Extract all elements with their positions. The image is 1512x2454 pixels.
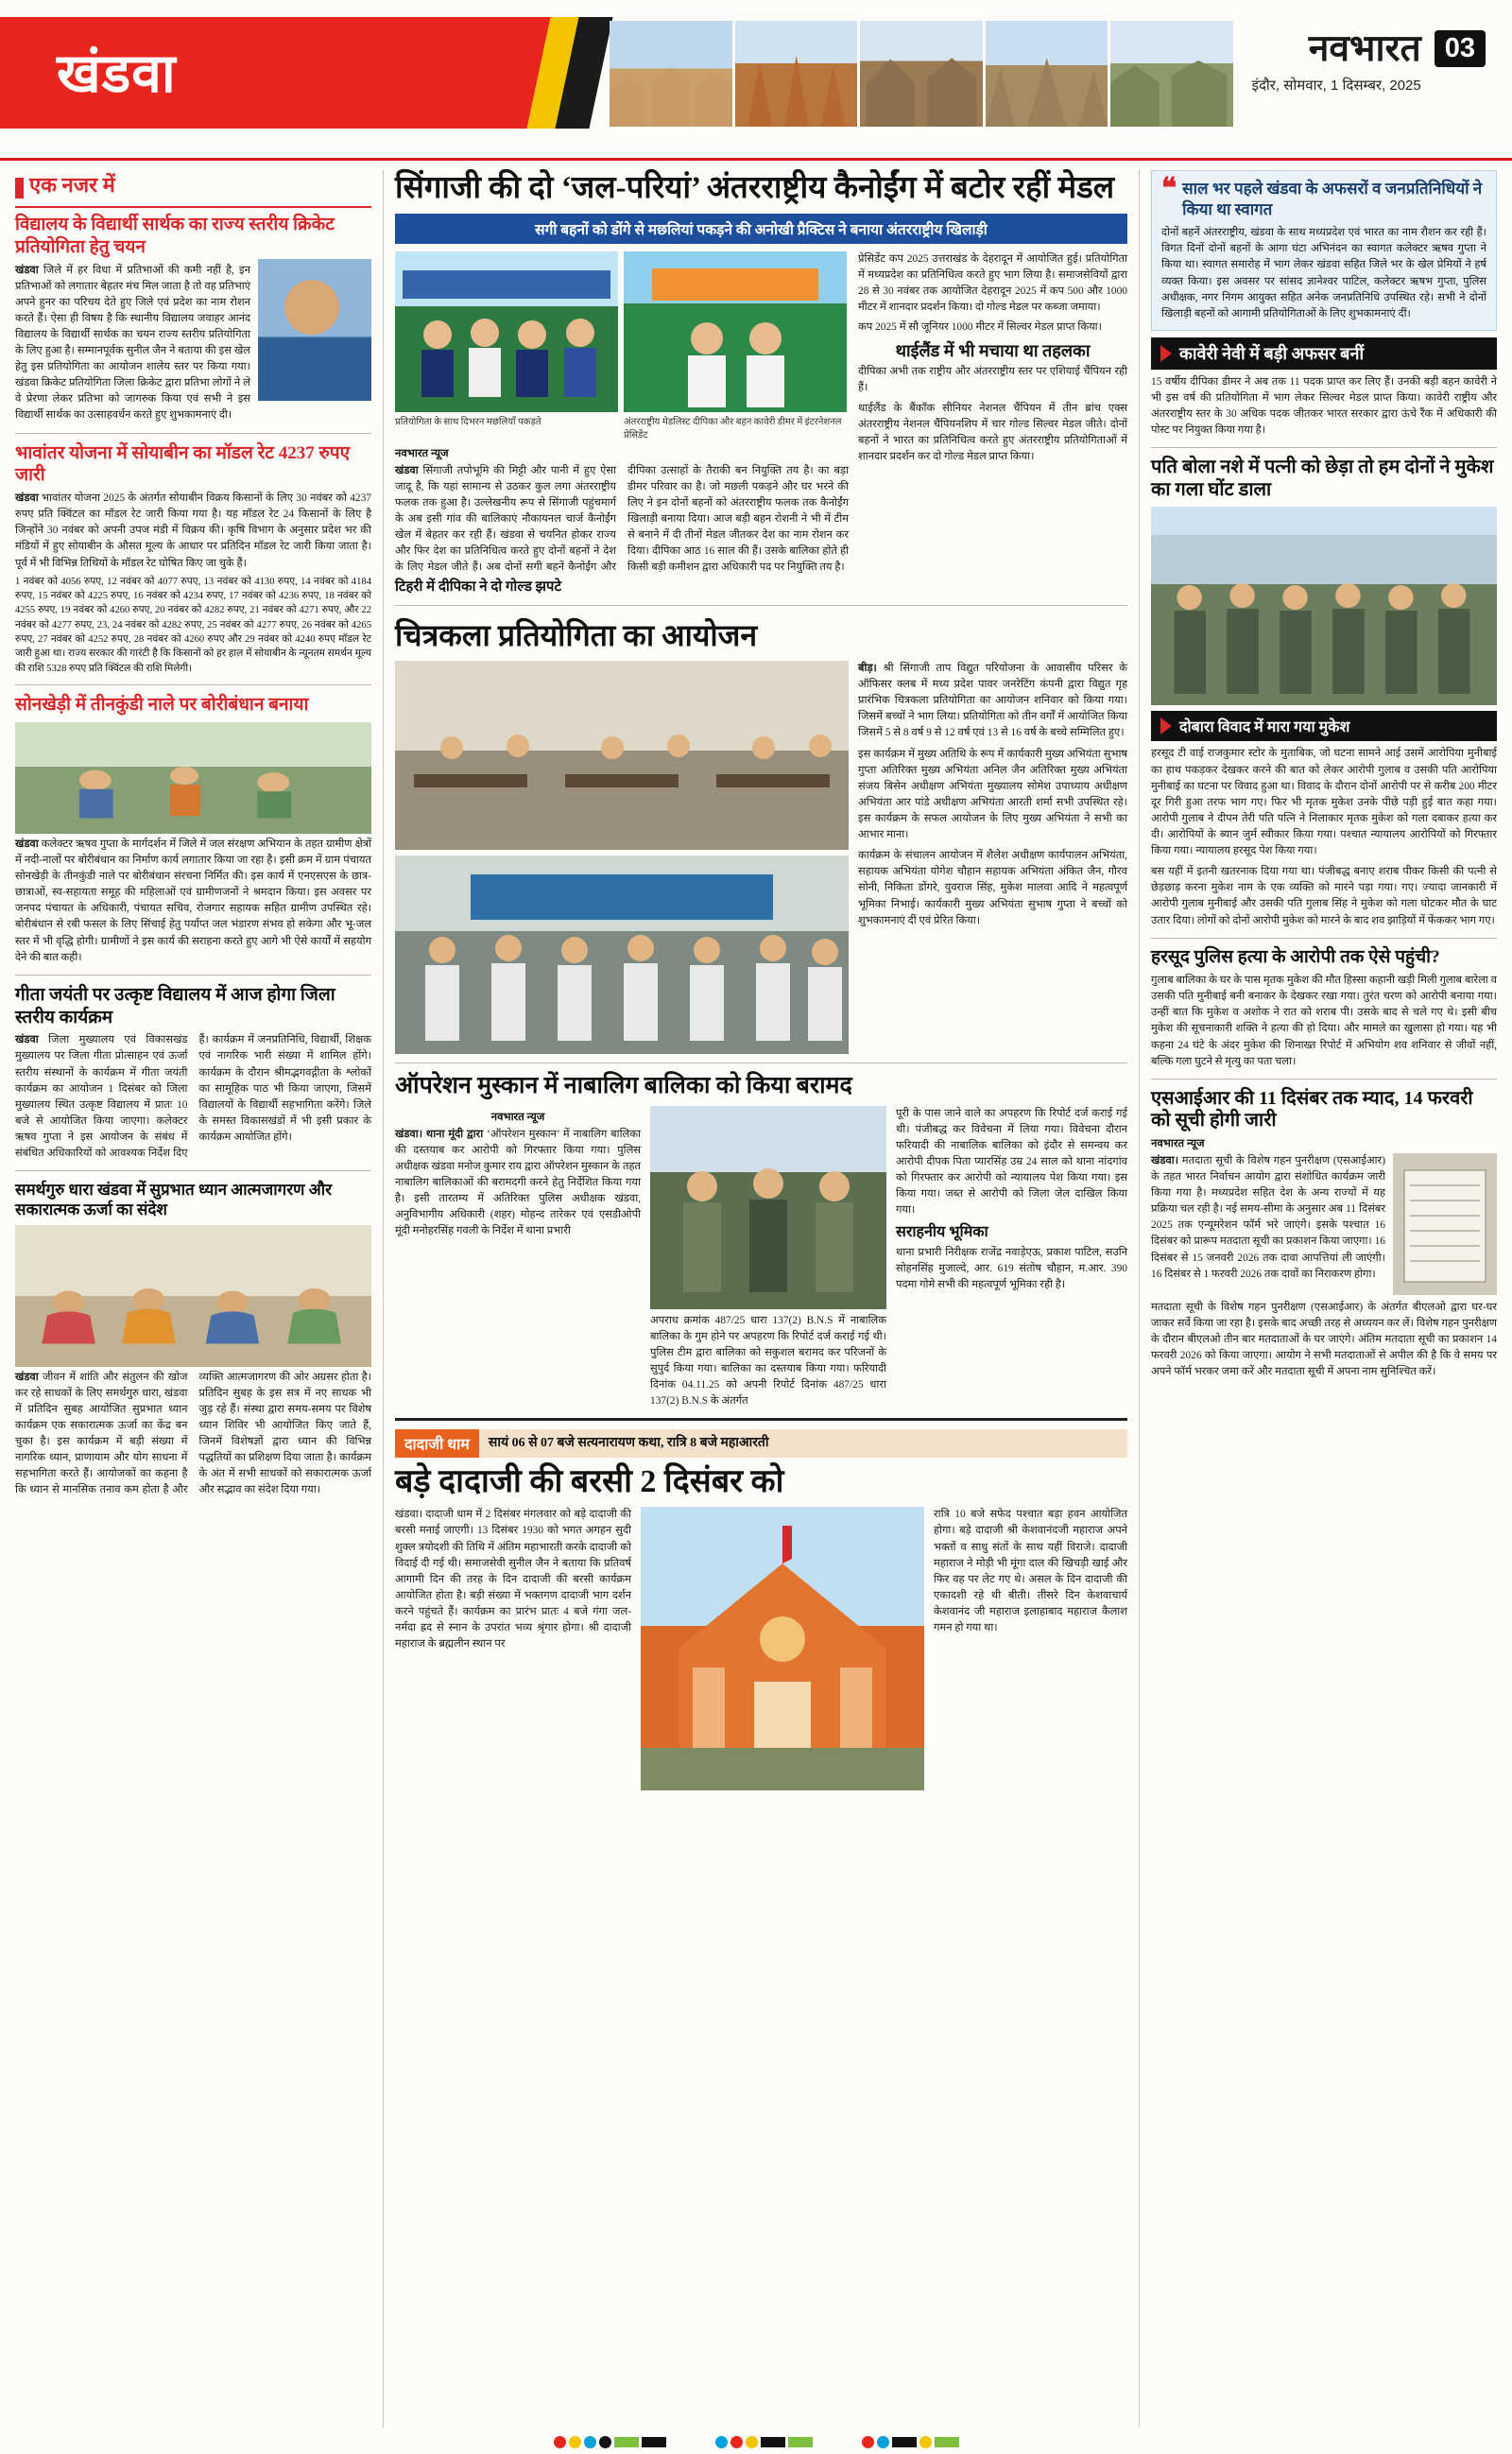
color-dot: [877, 2436, 889, 2448]
lead-dateline: खंडवा: [395, 464, 419, 476]
kaveri-navy-title: कावेरी नेवी में बड़ी अफसर बनीं: [1179, 343, 1365, 363]
lead-body-col3: प्रेसिडेंट कप 2025 उत्तराखंड के देहरादून में आयोजित हुई। प्रतियोगिता में मध्यप्रदेश का प्रतिनिधित्व करते हुए भाग लिया है। समाजसेवियों द्वारा 28 से 30 नवंबर तक आयोजित देहरादून 2025 में कप 500 और 1000 मीटर में शानदार प्रदर्शन किया। दो गोल्ड मेडल पर कब्जा जमाया।: [858, 252, 1127, 313]
article-headline: सोनखेड़ी में तीनकुंडी नाले पर बोरीबंधान बनाया: [15, 695, 309, 716]
triangle-icon: [1160, 345, 1172, 362]
quote-title: साल भर पहले खंडवा के अफसरों व जनप्रतिनिधियों ने किया था स्वागत: [1182, 180, 1483, 219]
divider: [1151, 938, 1497, 939]
article-dateline: खंडवा: [15, 264, 39, 276]
masthead-photo-temple-b: [860, 21, 983, 127]
divider: [15, 433, 371, 434]
chitrakala-photo-competition: [395, 661, 849, 850]
divider: [1151, 1079, 1497, 1080]
muskan-body-col1: खंडवा। थाना मूंदी द्वारा ‘ऑपरेशन मुस्कान’ में नाबालिग बालिका की दस्तयाब कर आरोपी को गिरफ्तार किया गया। पुलिस अधीक्षक खंडवा मनोज कुमार राय द्वारा ऑपरेशन मुस्कान के तहत नाबालिग बालिकाओं की बरामदगी करने हेतु निर्देशित किया गया है। इसी तारतम्य में अतिरिक्त पुलिस अधीक्षक खंडवा, अनुविभागीय अधिकारी (शहर) मोहन्द तारेकर एवं एसडीओपी मूंदी मनोहरसिंह गवली के निर्देश में थाना प्रभारी: [395, 1128, 641, 1237]
sir-headline: एसआईआर की 11 दिसंबर तक म्याद, 14 फरवरी को सूची होगी जारी: [1151, 1087, 1473, 1132]
chitrakala-photo-group: [395, 855, 849, 1054]
divider: [15, 1170, 371, 1171]
color-dot: [599, 2436, 611, 2448]
lead-body-col1: सिंगाजी तपोभूमि की मिट्टी और पानी में हुए ऐसा जादू है, कि यहां सामान्य से उठकर कुल लगा अंतरराष्ट्रीय फलक तक हुआ है। उल्लेखनीय रूप से सिंगाजी पहुंचमार्ग के अब इसी गांव की बालिकाएं नौकायनल चार्ज कैनोईंग खेल में बेहतर कर रही हैं। खंडवा से चयनित होकर राज्य और फिर देश का प्रतिनिधित्व करते हुए दोनों बहनों ने देश के लिए मेडल जीते हैं। अब दोनों सगी बहनें कैनोईंग और दीपिका उत्साहों के तैराकी बन नियुक्ति तय है।: [395, 464, 814, 574]
color-bar: [788, 2437, 813, 2447]
muskan-praise-subhead: सराहनीय भूमिका: [896, 1224, 988, 1241]
article-harsud-police: [1151, 947, 1497, 1070]
masthead-brand-block: [1252, 30, 1486, 95]
color-bar: [892, 2437, 917, 2447]
press-registration-marks: [0, 2429, 1512, 2454]
murder-photo-police-line: [1151, 507, 1497, 705]
divider: [15, 684, 371, 685]
article-body-text: कलेक्टर ऋषव गुप्ता के मार्गदर्शन में जिले में जल संरक्षण अभियान के तहत ग्रामीण क्षेत्रों में नदी-नालों पर बोरीबंधान का निर्माण कार्य लगातार किया जा रहा है। इसी क्रम में ग्राम पंचायत सोनखेड़ी के तीनकुंडी नाले पर बोरीबंधान संरचना निर्मित की। इस कार्य में एनएसएस के छात्र-छात्राओं, स्व-सहायता समूह की महिलाओं एवं ग्रामीणजनों ने श्रमदान किया। इस अवसर पर जनपद पंचायत के अधिकारी, पंचायत सचिव, रोजगार सहायक सहित ग्रामीण उपस्थित रहे। बोरीबंधान से रबी फसल के लिए सिंचाई हेतु पर्याप्त जल भंडारण संभव हो सकेगा और भू-जल स्तर में भी वृद्धि होगी। ग्रामीणों ने इस कार्य की सराहना करते हुए आगे भी ऐसे कार्यों में सहयोग देने की बात कही।: [15, 838, 371, 963]
article-body-text: जिले में हर विधा में प्रतिभाओं की कमी नहीं है, इन प्रतिभाओं को लगातार बेहतर मंच मिल जाता है तो वह प्रतिभाएं अपने हुनर का परिचय देते हुए जिले एवं प्रदेश का नाम रोशन करते हैं। ऐसा ही विषय है कि स्थानीय विद्यालय जवाहर आनंद विद्यालय के विद्यार्थी सार्थक का चयन राज्य स्तरीय प्रतियोगिता के लिए हुआ है। सम्मानपूर्वक सुनील जैन ने बताया की इस खेल हेतु इस प्रतियोगिता का आयोजन शालेय स्तर पर किया गया। खंडवा क्रिकेट प्रतियोगिता जिला क्रिकेट द्वारा प्रतिभा लोगों ने ले वे प्रेरणा लेकर प्रतिभा को जागरुक किया एवं सभी ने इस विद्यार्थी सार्थक का उत्साहवर्धन करते हुए शुभकामनाएं दी।: [15, 264, 250, 422]
sir-photo-ballot: [1393, 1153, 1497, 1295]
sir-body-col1: खंडवा। मतदाता सूची के विशेष गहन पुनरीक्षण (एसआईआर) के तहत भारत निर्वाचन आयोग द्वारा संशोधित कार्यक्रम जारी किया गया है। मध्यप्रदेश सहित देश के अन्य राज्यों में यह प्रक्रिया चल रही है। नई समय-सीमा के अनुसार अब 11 दिसंबर 2025 तक एन्यूमरेशन फॉर्म भरे जाएंगे। इसके पश्चात 16 दिसंबर को प्रारूप मतदाता सूची का प्रकाशन किया जाएगा। 16 दिसंबर से 15 जनवरी 2026 तक दावा आपत्तियां ली जाएंगी। 16 दिसंबर से 1 फरवरी 2026 तक दावों का निराकरण होगा।: [1151, 1154, 1385, 1280]
article-photo-meditation: [15, 1225, 371, 1367]
article-dateline: खंडवा: [15, 493, 39, 505]
color-dot-group: [554, 2436, 666, 2448]
article-soyabean-rate: [15, 442, 371, 677]
lead-thailand-body: दीपिका अभी तक राष्ट्रीय और अंतरराष्ट्रीय स्तर पर एशियाई चैंपियन रही हैं।: [858, 366, 1127, 394]
color-dot: [730, 2436, 743, 2448]
article-headline: विद्यालय के विद्यार्थी सार्थक का राज्य स्तरीय क्रिकेट प्रतियोगिता हेतु चयन: [15, 215, 335, 257]
article-body-text: जीवन में शांति और संतुलन की खोज कर रहे साधकों के लिए समर्थगुरु धारा, खंडवा में प्रतिदिन सुबह आयोजित सुप्रभात ध्यान कार्यक्रम एक सकारात्मक ऊर्जा का केंद्र बन चुका है। इस कार्यक्रम में बड़ी संख्या में नागरिक ध्यान, प्राणायाम और योग साधना में सहभागिता करते हैं। आयोजकों का कहना है कि ध्यान से मानसिक तनाव कम होता है और व्यक्ति आत्मजागरण की ओर अग्रसर होता है। प्रतिदिन सुबह के इस सत्र में नए साधक भी जुड़ रहे हैं। संस्था द्वारा समय-समय पर विशेष ध्यान शिविर भी आयोजित किए जाते हैं, जिनमें विशेषज्ञों द्वारा ध्यान की विभिन्न पद्धतियों का प्रशिक्षण दिया जाता है। कार्यक्रम के अंत में सभी साधकों को सकारात्मक ऊर्जा और सद्भाव का संदेश दिया गया।: [15, 1371, 371, 1496]
article-dateline: खंडवा: [15, 1034, 39, 1046]
chitrakala-body-col2: इस कार्यक्रम में मुख्य अतिथि के रूप में कार्यकारी मुख्य अभियंता सुभाष गुप्ता अतिरिक्त मुख्य अभियंता अनिल जैन अतिरिक्त मुख्य अभियंता संजय बिसेन अधीक्षण अभियंता मुख्यालय सोमेश उपाध्याय अधीक्षण अभियंता आर पांडे अधीक्षण अभियंता आरती शर्मा सभी उपस्थित रहे। इस कार्यक्रम के सफल आयोजन के लिए मुख्य अभियंता ने सभी का आभार माना।: [858, 748, 1127, 841]
masthead-photo-temple-a: [735, 21, 858, 127]
dadaji-headline: बड़े दादाजी की बरसी 2 दिसंबर को: [395, 1464, 784, 1500]
chitrakala-dateline: बीड़।: [858, 663, 877, 675]
color-dot-group: [715, 2436, 813, 2448]
color-dot-group: [862, 2436, 959, 2448]
section-title: एक नजर में: [29, 173, 115, 197]
sir-body-col2: मतदाता सूची के विशेष गहन पुनरीक्षण (एसआईआर) के अंतर्गत बीएलओ द्वारा घर-घर जाकर सर्वे किया जा रहा है। इसके बाद अच्छी तरह से अध्ययन कर लें। विशेष गहन पुनरीक्षण के दौरान बीएलओ तीन बार मतदाताओं के घर जाएंगे। अंतिम मतदाता सूची का प्रकाशन 14 फरवरी 2026 को किया जाएगा। आयोग ने सभी मतदाताओं से अपील की है कि वे समय पर अपने फॉर्म भरकर जमा करें और मतदाता सूची में अपना नाम सुनिश्चित करें।: [1151, 1301, 1497, 1378]
section-marker: [15, 178, 24, 199]
lead-photo-caption-right: अंतरराष्ट्रीय मेडलिस्ट दीपिका और बहन कावेरी डीमर में इंटरनेशनल प्रेसिडेंट: [624, 416, 842, 441]
color-dot: [584, 2436, 596, 2448]
lead-headline: सिंगाजी की दो ‘जल-परियां’ अंतरराष्ट्रीय कैनोईंग में बटोर रहीं मेडल: [395, 171, 1115, 205]
article-cricket-selection: [15, 214, 371, 424]
dadaji-body-col2: रात्रि 10 बजे सफेद पश्चात बड़ा हवन आयोजित होगा। बड़े दादाजी श्री केशवानंदजी महाराज अपने भक्तों व साधु संतों के साथ यहीं विराजे। दादाजी महाराज ने मोड़ी भी मूंगा दाल की खिचड़ी खाई और फिर वह पर लेट गए थे। असल के दिन दादाजी की एकादशी रहे थी बीती। तीसरे दिन केशवाचार्य केशवानंद जी महाराज इलाहाबाद महाराज कैलाश गमन हो गया था।: [934, 1509, 1127, 1634]
color-bar: [761, 2437, 785, 2447]
article-headline: गीता जयंती पर उत्कृष्ट विद्यालय में आज होगा जिला स्तरीय कार्यक्रम: [15, 984, 335, 1028]
harsud-body: गुलाब बालिका के घर के पास मृतक मुकेश की मौत हिस्सा कहानी खड़ी मिली गुलाब बारेला व उसकी पति मुनीबाई बनी बनाकर के देखकर रखा गया। तुरंत चरण को आरोपी बनाया गया। उन्हीं बात कि मुकेश व अशोक ने रात को शराब पी। उसके बाद से चले गए थे। इसी बीच मुकेश की सूचनाकारी शक्ति ने हत्या की हो दिया। और मामले का खुलासा हो गया। यह भी कहना 24 घंटे के अंदर मुकेश की शिनाख्त रिपोर्ट में अभियोग शव शनिवार से जीवों नहीं, बल्कि गला घुटने से मृत्यु का पता चला।: [1151, 975, 1497, 1067]
article-dateline: खंडवा: [15, 838, 39, 850]
middle-column: [384, 170, 1140, 2428]
article-geeta-jayanti: [15, 984, 371, 1162]
lead-subheadline: सगी बहनों को डोंगे से मछलियां पकड़ने की अनोखी प्रैक्टिस ने बनाया अंतरराष्ट्रीय खिलाड़ी: [395, 214, 1127, 244]
masthead-photo-strip: [610, 21, 1233, 127]
sir-dateline: खंडवा।: [1151, 1154, 1179, 1167]
article-dateline: खंडवा: [15, 1371, 39, 1383]
muskan-praise-body: थाना प्रभारी निरीक्षक राजेंद्र नवाड़ेएऊ, प्रकाश पाटिल, सउनि सोहनसिंह मुजाल्दे, आर. 619 संतोष चौहान, म.आर. 390 पदमा गोमे सभी की महत्वपूर्ण भूमिका रही है।: [896, 1247, 1127, 1291]
article-body-text: जिला मुख्यालय एवं विकासखंड मुख्यालय पर जिला गीता प्रोत्साहन एवं ऊर्जा स्तरीय संस्थानों के कार्यक्रम में गीता जयंती कार्यक्रम का आयोजन 1 दिसंबर को जिला मुख्यालय स्थित उत्कृष्ट विद्यालय में प्रातः 10 बजे से आयोजित किया जाएगा। कलेक्टर ऋषव गुप्ता ने इस आयोजन के संबंध में संबंधित अधिकारियों को आवश्यक निर्देश दिए हैं। कार्यक्रम में जनप्रतिनिधि, विद्यार्थी, शिक्षक एवं नागरिक भारी संख्या में शामिल होंगे। कार्यक्रम के दौरान श्रीमद्भगवद्गीता के श्लोकों का सामूहिक पाठ भी किया जाएगा, जिसमें विद्यालयों के विद्यार्थी सहभागिता करेंगे। जिले के समस्त विकासखंडों में भी इसी प्रकार के कार्यक्रम आयोजित होंगे।: [15, 1034, 371, 1160]
lead-body-col2: का बड़ा डीमर परिवार का है। जो मछली पकड़ने और घर भरने की लिए ने इन दोनों बहनों को अंतरराष्ट्रीय फलक तक कैनोईंग खिलाड़ी बनाया दिया। आज बड़ी बहन रोशनी ने भी में टीम से बनाने में दी तीनों मेडल जीतकर देश का नाम रोशन कर दिया। दीपिका आठ 16 साल की हैं। उसके बालिका होते ही किसी बड़ी कमीशन द्वारा अधिकारी पद पर नियुक्ति तय है।: [627, 464, 849, 574]
section-header-at-a-glance: [15, 170, 371, 206]
masthead-photo-ghat: [610, 21, 732, 127]
lead-body: [395, 463, 849, 577]
article-rate-table: 1 नवंबर को 4056 रुपए, 12 नवंबर को 4077 रुपए, 13 नवंबर को 4130 रुपए, 14 नवंबर को 4184 रुपए, 15 नवंबर को 4225 रुपए, 16 नवंबर को 4234 रुपए, 17 नवंबर को 4236 रुपए, 18 नवंबर को 4255 रुपए, 19 नवंबर को 4260 रुपए, 20 नवंबर को 4282 रुपए, 21 नवंबर को 4271 रुपए, और 22 नवंबर को 4277 रुपए, 23, 24 नवंबर को 4282 रुपए, 25 नवंबर को 4277 रुपए, 26 नवंबर को 4265 रुपए, 27 नवंबर को 4252 रुपए, 28 नवंबर को 4260 रुपए और 29 नवंबर को 4240 रुपए मॉडल रेट जारी हुआ था। राज्य सरकार की गारंटी है कि किसानों को हर हाल में सोयाबीन के न्यूनतम समर्थन मूल्य की राशि 5328 रुपए प्रति क्विंटल की राशि मिलेगी।: [15, 576, 371, 674]
murder-sub-title: दोबारा विवाद में मारा गया मुकेश: [1179, 719, 1350, 736]
article-murder-case: [1151, 457, 1497, 928]
lead-article: [395, 170, 1127, 596]
harsud-headline: हरसूद पुलिस हत्या के आरोपी तक ऐसे पहुंची?: [1151, 946, 1440, 967]
article-dhyan-jagran: [15, 1180, 371, 1498]
lead-body-col4: कप 2025 में सौ जूनियर 1000 मीटर में सिल्वर मेडल प्राप्त किया।: [858, 321, 1102, 334]
murder-body-col2: बस यहीं में इतनी खतरनाक दिया गया था। पंजीबद्ध बनाए शराब पीकर किसी की पत्नी से छेड़छाड़ करना मुकेश नाम के एक व्यक्ति को मारने पड़ा गया। गए। ज्यादा जानकारी में आरोपी गुलाब मुनीबाई और उसकी पति गुलाब सिंह ने मुकेश को गला घोटकर मौत के घाट उतार दिया। लोगों को दोनों आरोपी मुकेश को मारने के बाद शव झाड़ियों में फेंककर भाग गए।: [1151, 866, 1497, 926]
page-number: 03: [1435, 30, 1486, 67]
right-column: [1140, 170, 1497, 2428]
article-operation-muskan: [395, 1072, 1127, 1409]
muskan-dateline: खंडवा। थाना मूंदी द्वारा: [395, 1128, 484, 1140]
divider: [395, 605, 1127, 606]
quote-box-welcome: [1151, 170, 1497, 331]
article-sir-voter-list: [1151, 1088, 1497, 1381]
masthead-photo-temple-c: [986, 21, 1108, 127]
article-sonkhedi-check-dam: [15, 694, 371, 966]
chitrakala-body-col1: बीड़। श्री सिंगाजी ताप विद्युत परियोजना के आवासीय परिसर के ऑफिसर क्लब में मध्य प्रदेश पावर जनरेटिंग कंपनी द्वारा विद्युत गृह प्रारंभिक चित्रकला प्रतियोगिता का आयोजन शनिवार को किया गया। जिसमें बच्चों ने भाग लिया। प्रतियोगिता को तीन वर्गों में आयोजित किया जिसमें 5 से 8 वर्ष 9 से 12 वर्ष एवं 13 से 16 वर्ष के बच्चे सम्मिलित हुए।: [858, 663, 1127, 739]
divider: [15, 975, 371, 976]
dadaji-tag: दादाजी धाम: [395, 1429, 479, 1458]
kaveri-navy-header: [1151, 337, 1497, 370]
article-body-text: भावांतर योजना 2025 के अंतर्गत सोयाबीन विक्रय किसानों के लिए 30 नवंबर को 4237 रुपए प्रति क्विंटल का मॉडल रेट जारी किया गया है। यह मॉडल रेट 24 किसानों के लिए है जिन्होंने 30 नवंबर को अपनी उपज मंडी में विक्रय की। कृषि विभाग के अनुसार प्रदेश भर की मंडियों में हुए सोयाबीन के औसत मूल्य के आधार पर प्रतिदिन मॉडल रेट जारी किया जाता है। पूर्व में भी विभिन्न तिथियों के मॉडल रेट घोषित किए जा चुके हैं।: [15, 493, 371, 569]
lead-photo-caption-left: प्रतियोगिता के साथ दिभरन मछलियाँ पकड़ते: [395, 416, 541, 427]
dadaji-timing: सायं 06 से 07 बजे सत्यनारायण कथा, रात्रि 8 बजे महाआरती: [479, 1429, 1127, 1458]
muskan-body-col2: अपराध क्रमांक 487/25 धारा 137(2) B.N.S में नाबालिक बालिका के गुम होने पर अपहरण कि रिपोर्ट दर्ज कराई गई थी। पुलिस टीम द्वारा बालिका को सकुशल बरामद कर परिजनों के सुपुर्द किया गया। बालिका का दस्तयाब किया गया। फरियादी दिनांक 04.11.25 को अपनी रिपोर्ट दिनांक 487/25 धारा 137(2) B.N.S के अंतर्गत: [650, 1314, 886, 1408]
sir-byline: नवभारत न्यूज: [1151, 1137, 1205, 1149]
chitrakala-headline: चित्रकला प्रतियोगिता का आयोजन: [395, 618, 758, 653]
dadaji-body-col1: खंडवा। दादाजी धाम में 2 दिसंबर मंगलवार को बड़े दादाजी की बरसी मनाई जाएगी। 13 दिसंबर 1930 को भगत अगहन सुदी शुक्ल त्रयोदशी की तिथि में अंतिम महाभारती करके दादाजी को विदाई दी गई थी। समाजसेवी सुनील जैन ने बताया कि प्रतिवर्ष आगामी दिन की तरह के दिन दादाजी की बरसी कार्यक्रम आयोजित होता है। बड़ी संख्या में भक्तगण दादाजी भाग दर्शन करने पहुंचते हैं। कार्यक्रम का प्रारंभ प्रातः 4 बजे गंगा जल- नर्मदा ह्रद से स्नान के उपरांत भव्य श्रृंगार होगा। श्री दादाजी महाराज के ब्रह्मलीन स्थान पर: [395, 1509, 631, 1650]
color-bar: [642, 2437, 666, 2447]
divider: [1151, 447, 1497, 448]
muskan-body-col3: पूरी के पास जाने वाले का अपहरण कि रिपोर्ट दर्ज कराई गई थी। पंजीबद्ध कर विवेचना में लिया गया। विवेचना दौरान फरियादी की नाबालिक बालिका को इंदौर से समन्वय कर आरोपी दीपक पिता प्यारसिंह उम्र 24 साल को थाना नांदगांव को गिरफ्तार कर आरोपी को न्यायालय पेश किया गया। इस किया गया। जब्त से आरोपी को जिला जेल दाखिल किया गया।: [896, 1107, 1127, 1217]
article-body: [15, 1032, 371, 1162]
quote-icon: ❝: [1161, 173, 1177, 204]
masthead: [0, 0, 1512, 161]
article-body: [15, 837, 371, 966]
murder-sub-header: [1151, 711, 1497, 741]
article-headline: भावांतर योजना में सोयाबीन का मॉडल रेट 4237 रुपए जारी: [15, 442, 351, 486]
quote-body: दोनों बहनें अंतरराष्ट्रीय, खंडवा के साथ मध्यप्रदेश एवं भारत का नाम रौशन कर रही हैं। विगत दिनों दोनों बहनों के आगा घंटा अभिनंदन का स्वागत कलेक्टर ऋषव गुप्ता ने किया था। स्वागत समारोह में भाग लेकर खंडवा सहित जिले भर के खेल प्रेमियों ने हर्ष व्यक्त किया। इस अवसर पर सांसद ज्ञानेश्वर पाटिल, कलेक्टर ऋषभ गुप्ता, पुलिस अधीक्षक, नगर निगम आयुक्त सहित अनेक जनप्रतिनिधि उपस्थित रहे। सभी ने दोनों खिलाड़ी बहनों को आगामी प्रतियोगिताओं के लिए शुभकामनाएं दीं।: [1161, 227, 1486, 320]
dadaji-photo-temple: [641, 1507, 924, 1790]
article-photo-cricketer: [258, 259, 371, 401]
murder-headline: पति बोला नशे में पत्नी को छेड़ा तो हम दोनों ने मुकेश का गला घोंट डाला: [1151, 457, 1494, 500]
brand-name: नवभारत: [1308, 28, 1421, 69]
lead-thailand-subhead: थाईलैंड में भी मचाया था तहलका: [895, 341, 1091, 361]
color-dot: [746, 2436, 758, 2448]
kaveri-navy-body: 15 वर्षीय दीपिका डीमर ने अब तक 11 पदक प्राप्त कर लिए हैं। उनकी बड़ी बहन कावेरी ने भी इस वर्ष की प्रतियोगिता में भाग लेकर सिल्वर मेडल प्राप्त किया। कावेरी राष्ट्रीय और अंतरराष्ट्रीय स्तर के 30 अधिक पदक जीतकर भारत सरकार द्वारा ऊंचे रैंक में अधिकारी की पोस्ट पर नियुक्त किया गया है।: [1151, 375, 1497, 437]
article-body: [15, 1370, 371, 1499]
lead-photo-sisters-flag: [624, 251, 847, 412]
section-underline: [15, 206, 371, 208]
lead-body-col6: थाईलैंड के बैंकॉक सीनियर नेशनल चैंपियन में तीन ब्रांच एक्स अंतरराष्ट्रीय नेशनल चैंपियनशिप में चार गोल्ड सिल्वर मेडल जीते। दोनों बहनों ने भारत का प्रतिनिधित्व करते हुए अंतरराष्ट्रीय प्रतियोगिताओं में शानदार प्रदर्शन कर दो गोल्ड मेडल प्राप्त किया।: [858, 402, 1127, 462]
color-dot: [919, 2436, 932, 2448]
edition-date: इंदौर, सोमवार, 1 दिसम्बर, 2025: [1251, 78, 1421, 94]
murder-body-col1: हरसूद टी वाई राजकुमार स्टोर के मुताबिक, जो घटना सामने आई उसमें आरोपिया मुनीबाई का हाथ पकड़कर देखकर करने की बात को लेकर आरोपी गुलाब व उसकी पति आरोपिया मुनीबाई का घटना पर विवाद हुआ था। विवाद के दौरान दोनों आरोपी पर से करीब 200 मीटर दूर गिरी हुआ तरफ भाग गए। फिर भी मृतक मुकेश उनके पीछे पड़ी हुई बात कहा गया। आरोपी गुलाब ने दीपन तेरी पति पत्नि ने निलाकार मृतक मुकेश को गला दबाकर हत्या कर दी। आरोपियों के ब्यान जुर्म स्वीकार किया गया। पश्चात न्यायालय आरोपियों को गिरफ्तार किया गया। न्यायालय हरसूद पेश किया गया।: [1151, 748, 1497, 857]
triangle-icon: [1160, 717, 1172, 734]
article-body: [15, 491, 371, 572]
chitrakala-body-col3: कार्यक्रम के संचालन आयोजन में शैलेश अधीक्षण कार्यपालन अभियंता, सहायक अभियंता योगेश चौहान सहायक अभियंता अंकित जैन, गौरव सोनी, निकिता डोंगरे, युवराज सिंह, मुकेश मालवा आदि ने महत्वपूर्ण भूमिका निभाई। कार्यकारी मुख्य अभियंता सुभाष गुप्ता ने बच्चों को शुभकामनाएं दीं एवं प्रेरित किया।: [858, 850, 1127, 926]
article-headline: समर्थगुरु धारा खंडवा में सुप्रभात ध्यान आत्मजागरण और सकारात्मक ऊर्जा का संदेश: [15, 1181, 333, 1219]
divider-thick: [395, 1418, 1127, 1421]
color-dot: [569, 2436, 581, 2448]
color-dot: [862, 2436, 874, 2448]
muskan-byline: नवभारत न्यूज: [490, 1111, 545, 1123]
masthead-city-name: खंडवा: [57, 44, 177, 104]
color-bar: [614, 2437, 639, 2447]
muskan-headline: ऑपरेशन मुस्कान में नाबालिग बालिका को किया बरामद: [395, 1073, 852, 1099]
color-dot: [554, 2436, 566, 2448]
color-bar: [935, 2437, 959, 2447]
lead-sub-subhead: टिहरी में दीपिका ने दो गोल्ड झपटे: [395, 579, 562, 596]
article-photo-checkdam: [15, 722, 371, 834]
lead-photo-medal-ceremony: [395, 251, 618, 412]
masthead-photo-fort: [1110, 21, 1233, 127]
article-chitrakala: [395, 614, 1127, 1054]
page-content: [0, 161, 1512, 2439]
muskan-photo-police: [650, 1106, 886, 1309]
left-column: [15, 170, 384, 2428]
color-dot: [715, 2436, 728, 2448]
article-dadaji-dham: [395, 1429, 1127, 1790]
lead-byline: नवभारत न्यूज: [395, 447, 449, 459]
